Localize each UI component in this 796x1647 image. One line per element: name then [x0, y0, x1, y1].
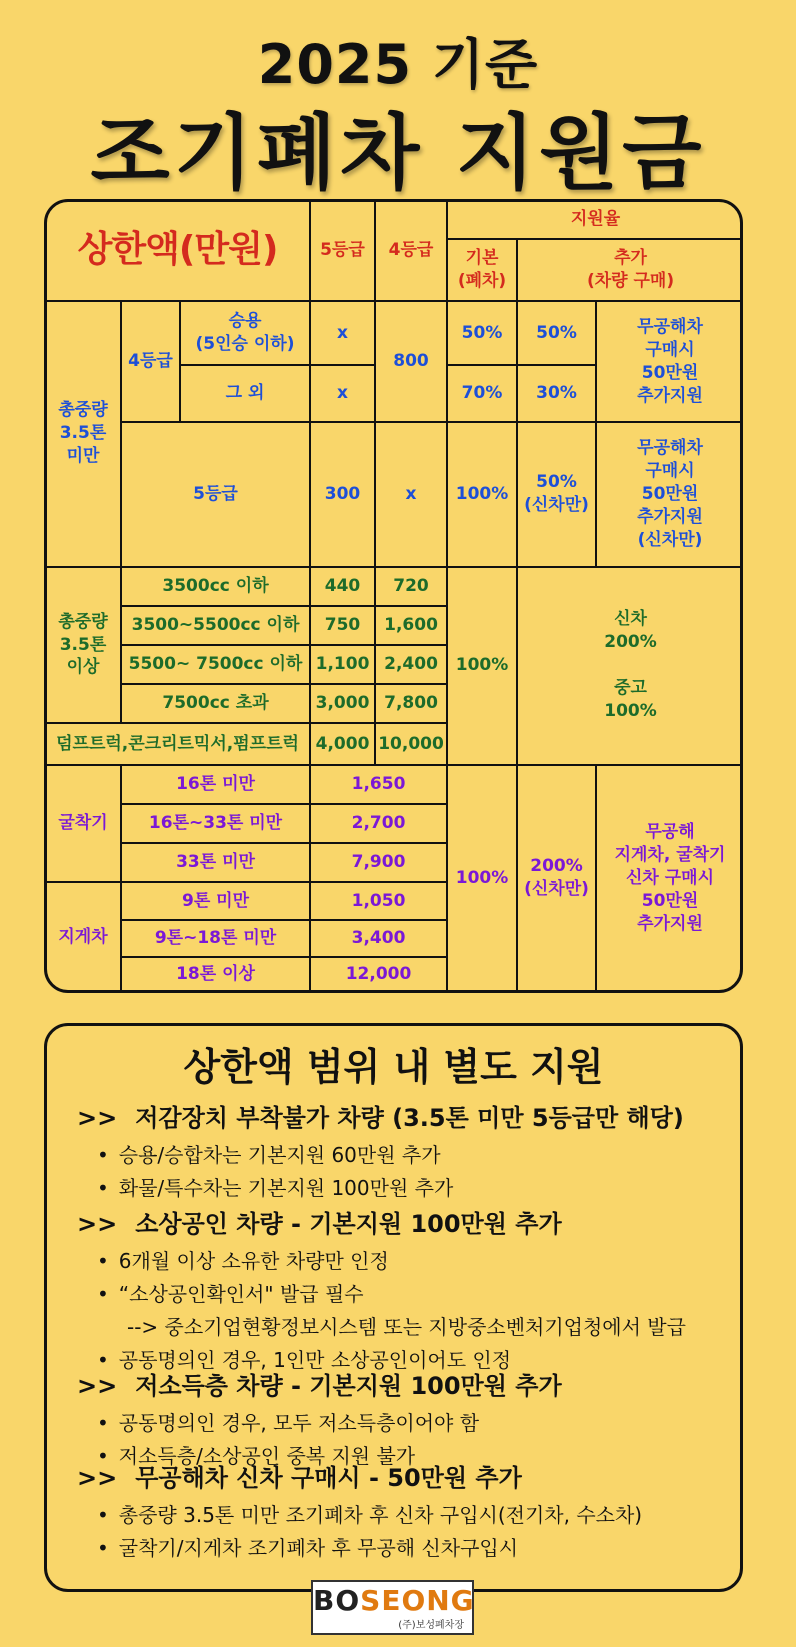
machinery-note: 무공해 지게차, 굴착기 신차 구매시 50만원 추가지원 — [596, 765, 743, 992]
excavator-row-amount: 1,650 — [310, 765, 447, 804]
forklift-row-label: 9톤~18톤 미만 — [121, 920, 310, 957]
excavator-row-amount: 7,900 — [310, 843, 447, 882]
over35-row-label: 7500cc 초과 — [121, 684, 310, 723]
note-sub-line: --> 중소기업현황정보시스템 또는 지방중소벤처기업청에서 발급 — [127, 1315, 686, 1339]
subsidy-table-box — [44, 199, 743, 993]
note-heading — [77, 1458, 737, 1493]
forklift-row-label: 9톤 미만 — [121, 882, 310, 919]
arrow-marker: >> — [77, 1372, 118, 1400]
under35-g5-label: 5등급 — [121, 422, 310, 567]
forklift-row-amount: 12,000 — [310, 957, 447, 992]
excavator-row-amount: 2,700 — [310, 804, 447, 843]
note-heading-text: 저감장치 부착불가 차량 (3.5톤 미만 5등급만 해당) — [135, 1104, 684, 1132]
note-heading — [77, 1098, 737, 1133]
support-rate-header: 지원율 — [447, 200, 743, 239]
over35-row-label: 3500~5500cc 이하 — [121, 606, 310, 645]
note-heading-text: 무공해차 신차 구매시 - 50만원 추가 — [135, 1464, 522, 1492]
note-bullet: • 6개월 이상 소유한 차량만 인정 — [97, 1245, 737, 1274]
grade4-header: 4등급 — [375, 200, 447, 301]
forklift-row-amount: 1,050 — [310, 882, 447, 919]
company-logo — [311, 1580, 474, 1635]
excavator-label: 굴착기 — [45, 765, 121, 883]
extra-support-box — [44, 1023, 743, 1592]
page-title: 조기폐차 지원금 — [90, 106, 706, 201]
over35-row-g4: 2,400 — [375, 645, 447, 684]
over35-row-g5: 1,100 — [310, 645, 375, 684]
arrow-marker: >> — [77, 1104, 118, 1132]
over35-extra: 신차 200% 중고 100% — [517, 567, 743, 765]
note-bullet: • 저소득층/소상공인 중복 지원 불가 — [97, 1440, 737, 1469]
passenger-extra: 50% — [517, 301, 596, 365]
excavator-row-label: 16톤 미만 — [121, 765, 310, 804]
cap-header: 상한액(만원) — [45, 200, 310, 301]
arrow-marker: >> — [77, 1464, 118, 1492]
over35-row-label: 3500cc 이하 — [121, 567, 310, 606]
over35-row-g5: 750 — [310, 606, 375, 645]
others-label: 그 외 — [180, 365, 310, 422]
note-heading-text: 저소득층 차량 - 기본지원 100만원 추가 — [135, 1372, 562, 1400]
over35-row-g5: 3,000 — [310, 684, 375, 723]
excavator-row-label: 16톤~33톤 미만 — [121, 804, 310, 843]
under35-g5-note: 무공해차 구매시 50만원 추가지원 (신차만) — [596, 422, 743, 567]
title-year: 2025 기준 — [257, 33, 539, 96]
note-section-low-income — [77, 1366, 737, 1473]
under35-g4-note: 무공해차 구매시 50만원 추가지원 — [596, 301, 743, 422]
forklift-label: 지게차 — [45, 882, 121, 992]
note-bullet: • 공동명의인 경우, 모두 저소득층이어야 함 — [97, 1407, 737, 1436]
extra-support-title: 상한액 범위 내 별도 지원 — [183, 1045, 604, 1089]
excavator-row-label: 33톤 미만 — [121, 843, 310, 882]
over35-label: 총중량 3.5톤 이상 — [45, 567, 121, 724]
grade5-header: 5등급 — [310, 200, 375, 301]
forklift-row-label: 18톤 이상 — [121, 957, 310, 992]
machinery-extra: 200% (신차만) — [517, 765, 596, 992]
note-bullet: • 총중량 3.5톤 미만 조기폐차 후 신차 구입시(전기차, 수소차) — [97, 1499, 737, 1528]
arrow-marker: >> — [77, 1210, 118, 1238]
note-section-small-business — [77, 1204, 737, 1377]
note-bullet: • “소상공인확인서" 발급 필수 — [97, 1278, 737, 1307]
over35-basic: 100% — [447, 567, 517, 765]
machinery-basic: 100% — [447, 765, 517, 992]
under35-g5-g4: x — [375, 422, 447, 567]
under35-g4-label: 4등급 — [121, 301, 180, 422]
special-truck-g5: 4,000 — [310, 723, 375, 764]
subsidy-table — [44, 199, 743, 993]
note-bullet: • 공동명의인 경우, 1인만 소상공인이어도 인정 — [97, 1344, 737, 1373]
over35-row-g4: 1,600 — [375, 606, 447, 645]
extra-header: 추가 (차량 구매) — [517, 239, 743, 301]
forklift-row-amount: 3,400 — [310, 920, 447, 957]
special-truck-label: 덤프트럭,콘크리트믹서,펌프트럭 — [45, 723, 310, 764]
over35-row-g5: 440 — [310, 567, 375, 606]
note-section-reduction-device — [77, 1098, 737, 1205]
over35-row-g4: 7,800 — [375, 684, 447, 723]
note-heading — [77, 1366, 737, 1401]
logo-company-name: (주)보성폐차장 — [398, 1620, 464, 1631]
note-heading — [77, 1204, 737, 1239]
note-section-zero-emission — [77, 1458, 737, 1565]
others-extra: 30% — [517, 365, 596, 422]
under35-g5-basic: 100% — [447, 422, 517, 567]
over35-row-g4: 720 — [375, 567, 447, 606]
over35-row-label: 5500~ 7500cc 이하 — [121, 645, 310, 684]
others-basic: 70% — [447, 365, 517, 422]
note-bullet: • 화물/특수차는 기본지원 100만원 추가 — [97, 1172, 737, 1201]
logo-wordmark: BOSEONG — [313, 1584, 475, 1617]
note-bullet: • 굴착기/지게차 조기폐차 후 무공해 신차구입시 — [97, 1532, 737, 1561]
special-truck-g4: 10,000 — [375, 723, 447, 764]
basic-header: 기본 (폐차) — [447, 239, 517, 301]
under35-label: 총중량 3.5톤 미만 — [45, 301, 121, 566]
passenger-label: 승용 (5인승 이하) — [180, 301, 310, 365]
under35-g5-extra: 50% (신차만) — [517, 422, 596, 567]
note-bullet: • 승용/승합차는 기본지원 60만원 추가 — [97, 1139, 737, 1168]
under35-g5-amount: 300 — [310, 422, 375, 567]
others-g5: x — [310, 365, 375, 422]
passenger-basic: 50% — [447, 301, 517, 365]
under35-g4-amount: 800 — [375, 301, 447, 422]
passenger-g5: x — [310, 301, 375, 365]
note-heading-text: 소상공인 차량 - 기본지원 100만원 추가 — [135, 1210, 562, 1238]
